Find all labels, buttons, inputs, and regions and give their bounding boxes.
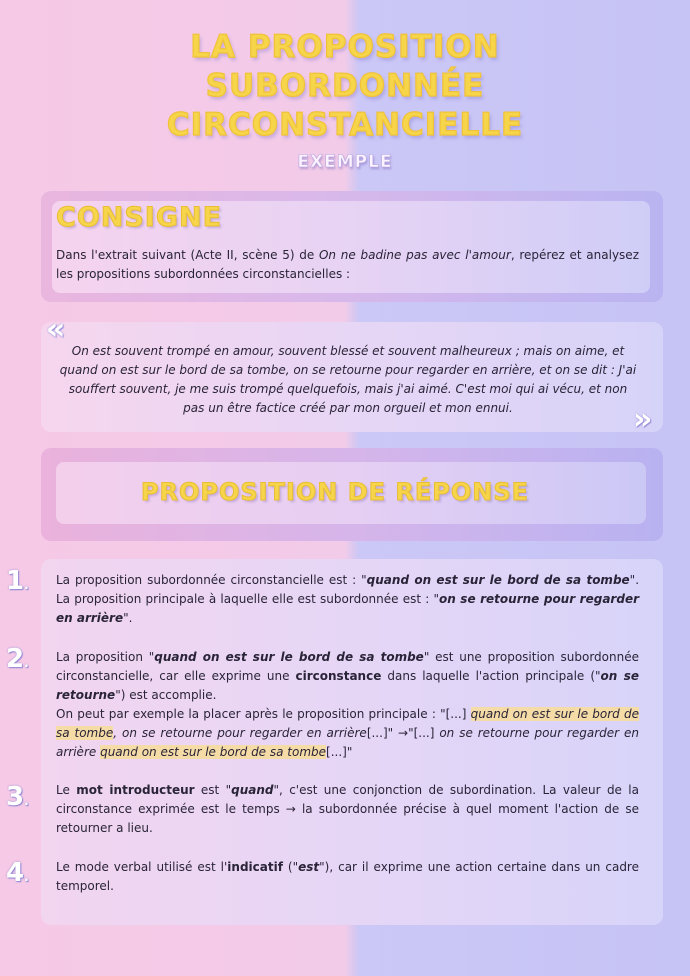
answer-number-digit: 4	[6, 858, 25, 888]
reponse-title: PROPOSITION DE RÉPONSE	[140, 478, 530, 506]
close-quote-icon: »	[633, 402, 653, 437]
answer-number-dot: .	[24, 656, 29, 670]
answer-text: ("	[282, 860, 299, 874]
consigne-text	[56, 246, 639, 284]
answer-text: La proposition "	[56, 650, 155, 664]
answer-emphasis: circonstance	[295, 669, 382, 683]
open-quote-icon: «	[46, 312, 66, 347]
answer-number-dot: .	[24, 870, 29, 884]
title-line-2: SUBORDONNÉE	[205, 68, 485, 104]
title-line-1: LA PROPOSITION	[190, 29, 500, 65]
answer-text: on se retourne pour regarder en arrière	[56, 726, 640, 759]
answer-text: " est une proposition subordonnée circonstancielle, car elle exprime une	[56, 650, 639, 683]
answer-number-dot: .	[24, 578, 29, 592]
highlighted-clause: quand on est sur le bord de sa tombe	[56, 707, 640, 740]
answer-text: "), car il exprime une action certaine dans un cadre temporel.	[56, 860, 639, 893]
answer-text: ". La proposition principale à laquelle elle est subordonnée est : "	[56, 573, 640, 606]
answer-number-dot: .	[24, 794, 29, 808]
work-title: On ne badine pas avec l'amour	[318, 248, 511, 262]
answer-number-digit: 1	[6, 566, 25, 596]
answer-emphasis: indicatif	[227, 860, 283, 874]
quote-text: On est souvent trompé en amour, souvent blessé et souvent malheureux ; mais on aime, et quand on est sur le bord de sa tombe, on se retourne pour regarder en arrière, et on se dit : J'ai souffert souvent, je me suis trompé quelquefois, mais j'ai aimé. C'est moi qui ai vécu, et non pas un être factice créé par mon orgueil et mon ennui.	[59, 344, 637, 415]
answer-emphasis: quand	[231, 783, 274, 797]
answer-text: dans laquelle l'action principale ("	[381, 669, 601, 683]
answer-text: On peut par exemple la placer après le proposition principale : "[...]	[56, 707, 471, 721]
answer-number	[6, 858, 29, 888]
answer-text: , on se retourne pour regarder en arrière	[113, 726, 367, 740]
answer-text: Le	[56, 783, 77, 797]
answer-text: ".	[123, 611, 133, 625]
highlighted-clause: quand on est sur le bord de sa tombe	[100, 745, 327, 759]
page-title	[0, 28, 690, 145]
consigne-title: CONSIGNE	[56, 202, 223, 233]
answer-text: [...]"	[326, 745, 353, 759]
answer-text: Le mode verbal utilisé est l'	[56, 860, 228, 874]
answer-number	[6, 782, 29, 812]
page-subtitle: EXEMPLE	[297, 152, 393, 172]
consigne-text-part: Dans l'extrait suivant (Acte II, scène 5) de	[56, 248, 319, 262]
answer-text: est "	[194, 783, 232, 797]
answer-1	[56, 571, 639, 628]
consigne-text-part: , repérez et analysez les propositions subordonnées circonstancielles :	[56, 248, 639, 281]
answer-emphasis: quand on est sur le bord de sa tombe	[366, 573, 630, 587]
answer-2-paragraph-1	[56, 648, 639, 705]
answer-number	[6, 644, 29, 674]
answer-text: ") est accomplie.	[115, 688, 217, 702]
answer-emphasis: quand on est sur le bord de sa tombe	[154, 650, 424, 664]
answer-2	[56, 648, 639, 762]
answer-text: [...]" →"[...]	[366, 726, 440, 740]
answer-emphasis: on se retourne pour regarder en arrière	[56, 592, 639, 625]
answer-emphasis: est	[298, 860, 320, 874]
answer-3	[56, 781, 639, 838]
answer-text: La proposition subordonnée circonstancielle est : "	[56, 573, 367, 587]
title-line-3: CIRCONSTANCIELLE	[166, 107, 524, 143]
answer-4	[56, 858, 639, 896]
answer-2-paragraph-2	[56, 705, 639, 762]
answer-number-digit: 2	[6, 644, 25, 674]
answer-text: ", c'est une conjonction de subordination. La valeur de la circonstance exprimée est le temps → la subordonnée précise à quel moment l'action de se retourner a lieu.	[56, 783, 639, 835]
answer-emphasis: on se retourne	[56, 669, 639, 702]
answer-emphasis: mot introducteur	[76, 783, 195, 797]
answer-number	[6, 566, 29, 596]
answer-number-digit: 3	[6, 782, 25, 812]
